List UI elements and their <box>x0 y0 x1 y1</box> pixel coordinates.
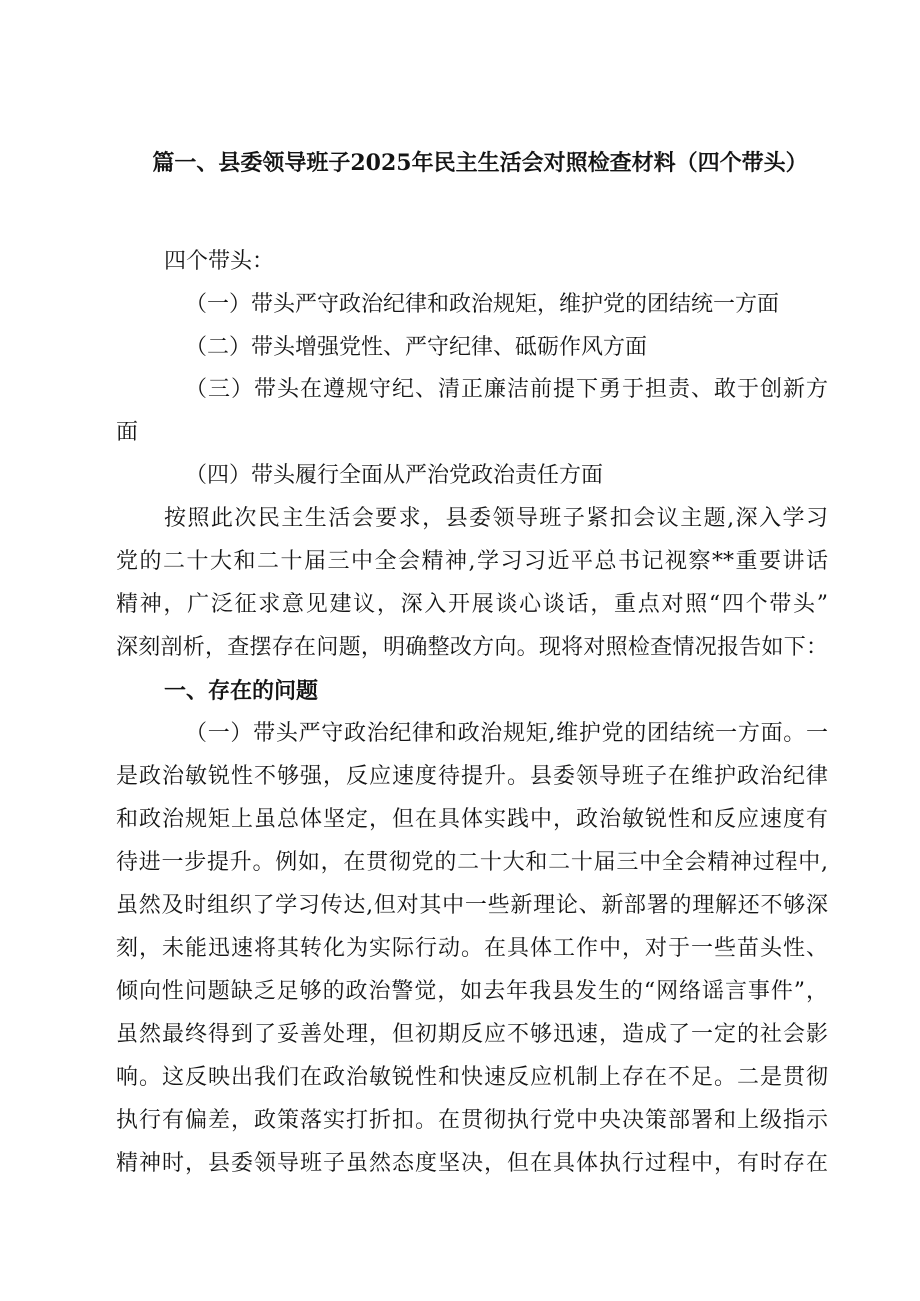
paragraph-line: （一）带头严守政治纪律和政治规矩,维护党的团结统一方面。一 <box>185 721 828 746</box>
section-heading: 一、存在的问题 <box>164 678 319 704</box>
paragraph-line: 和政治规矩上虽总体坚定，但在具体实践中，政治敏锐性和反应速度有 <box>116 807 828 832</box>
list-item-one: （一）带头严守政治纪律和政治规矩，维护党的团结统一方面 <box>185 292 780 317</box>
paragraph-line: 刻，未能迅速将其转化为实际行动。在具体工作中，对于一些苗头性、 <box>116 936 828 961</box>
paragraph-line: 倾向性问题缺乏足够的政治警觉，如去年我县发生的“网络谣言事件”， <box>116 979 828 1004</box>
paragraph-line: 执行有偏差，政策落实打折扣。在贯彻执行党中央决策部署和上级指示 <box>116 1108 828 1133</box>
paragraph-line: 响。这反映出我们在政治敏锐性和快速反应机制上存在不足。二是贯彻 <box>116 1065 828 1090</box>
paragraph-line: 虽然最终得到了妥善处理，但初期反应不够迅速，造成了一定的社会影 <box>116 1022 828 1047</box>
document-title: 篇一、县委领导班子2025年民主生活会对照检查材料（四个带头） <box>152 150 808 176</box>
paragraph-line: 按照此次民主生活会要求，县委领导班子紧扣会议主题,深入学习 <box>164 506 828 531</box>
list-item-two: （二）带头增强党性、严守纪律、砥砺作风方面 <box>185 335 648 360</box>
paragraph-line: 虽然及时组织了学习传达,但对其中一些新理论、新部署的理解还不够深 <box>116 893 828 918</box>
list-item-three-continued: 面 <box>116 420 139 445</box>
paragraph-line: 是政治敏锐性不够强，反应速度待提升。县委领导班子在维护政治纪律 <box>116 764 828 789</box>
paragraph-line: 深刻剖析，查摆存在问题，明确整改方向。现将对照检查情况报告如下： <box>116 635 828 660</box>
paragraph-line: 精神时，县委领导班子虽然态度坚决，但在具体执行过程中，有时存在 <box>116 1151 828 1176</box>
paragraph-line: 党的二十大和二十届三中全会精神,学习习近平总书记视察**重要讲话 <box>116 549 828 574</box>
list-item-four: （四）带头履行全面从严治党政治责任方面 <box>185 463 604 488</box>
section-intro-label: 四个带头： <box>164 249 275 274</box>
paragraph-line: 待进一步提升。例如，在贯彻党的二十大和二十届三中全会精神过程中, <box>116 850 828 875</box>
paragraph-line: 精神，广泛征求意见建议，深入开展谈心谈话，重点对照“四个带头” <box>116 592 828 617</box>
list-item-three: （三）带头在遵规守纪、清正廉洁前提下勇于担责、敢于创新方 <box>185 377 828 402</box>
